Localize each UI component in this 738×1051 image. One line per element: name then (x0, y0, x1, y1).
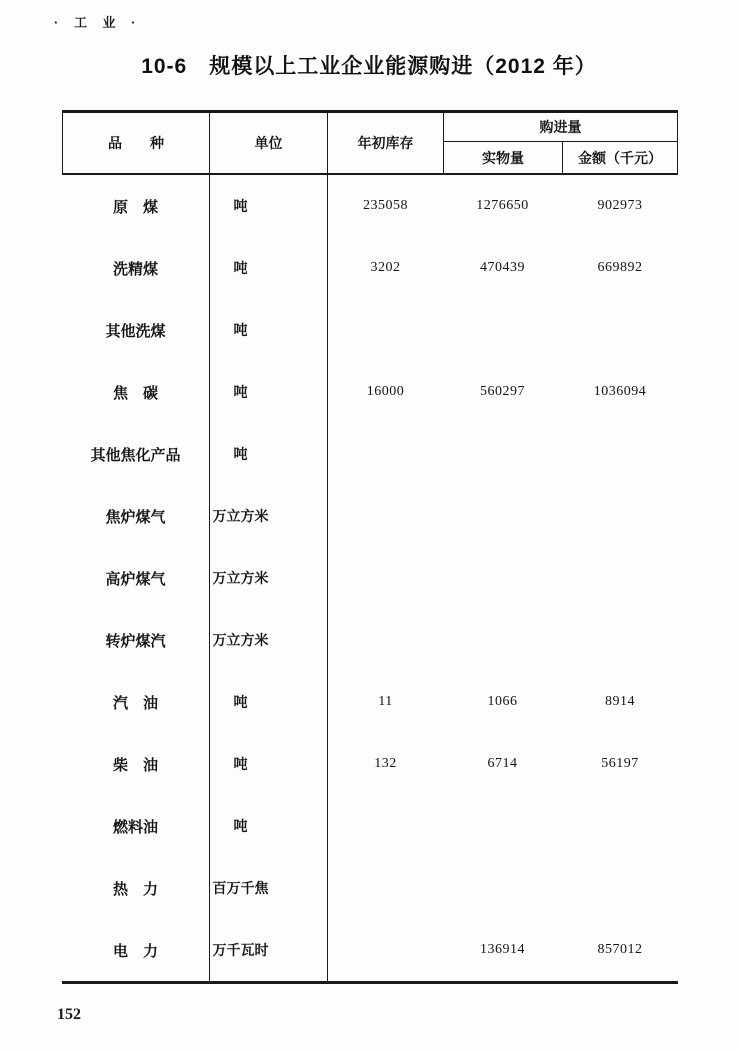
table-row (62, 609, 678, 671)
unit-cell: 百万千焦 (209, 857, 327, 919)
physical-quantity-cell (443, 299, 562, 361)
variety-cell: 高炉煤气 (105, 570, 166, 588)
beginning-stock-cell (327, 547, 443, 609)
unit-cell: 吨 (209, 237, 327, 299)
table-row (62, 733, 678, 795)
table-row (62, 361, 678, 423)
energy-purchase-table (62, 110, 678, 984)
header-beginning-stock: 年初库存 (327, 113, 443, 173)
amount-cell: 669892 (597, 260, 643, 275)
variety-cell: 原 煤 (112, 198, 158, 216)
physical-quantity-cell: 560297 (480, 384, 525, 399)
beginning-stock-cell (327, 609, 443, 671)
variety-cell: 转炉煤汽 (105, 632, 166, 650)
variety-cell: 柴 油 (112, 756, 158, 774)
physical-quantity-cell: 136914 (480, 942, 525, 957)
variety-cell: 焦 碳 (112, 384, 158, 402)
physical-quantity-cell: 1066 (487, 694, 518, 709)
header-unit: 单位 (209, 113, 327, 173)
amount-cell (562, 547, 678, 609)
amount-cell: 56197 (601, 756, 639, 771)
unit-cell: 吨 (209, 671, 327, 733)
table-row (62, 485, 678, 547)
amount-cell: 857012 (597, 942, 643, 957)
beginning-stock-cell: 132 (327, 733, 443, 795)
unit-cell: 吨 (209, 175, 327, 237)
amount-cell: 8914 (605, 694, 635, 709)
table-row (62, 795, 678, 857)
variety-cell: 汽 油 (112, 694, 158, 712)
unit-cell: 吨 (209, 361, 327, 423)
physical-quantity-cell (443, 857, 562, 919)
amount-cell (562, 485, 678, 547)
table-row (62, 547, 678, 609)
physical-quantity-cell: 470439 (480, 260, 525, 275)
table-row (62, 237, 678, 299)
physical-quantity-cell (443, 609, 562, 671)
table-row (62, 919, 678, 981)
table-row (62, 671, 678, 733)
physical-quantity-cell: 6714 (487, 756, 518, 771)
table-row (62, 299, 678, 361)
unit-cell: 吨 (209, 299, 327, 361)
beginning-stock-cell: 235058 (327, 175, 443, 237)
table-row (62, 857, 678, 919)
table-row (62, 175, 678, 237)
variety-cell: 电 力 (112, 942, 158, 960)
header-physical-quantity: 实物量 (443, 142, 562, 173)
variety-cell: 洗精煤 (112, 260, 158, 278)
amount-cell: 1036094 (593, 384, 647, 399)
table-row (62, 423, 678, 485)
amount-cell (562, 609, 678, 671)
beginning-stock-cell (327, 299, 443, 361)
physical-quantity-cell (443, 795, 562, 857)
amount-cell: 902973 (597, 198, 643, 213)
page-number: 152 (57, 1006, 81, 1023)
header-amount-thousand-yuan: 金额（千元） (562, 142, 677, 173)
physical-quantity-cell (443, 423, 562, 485)
variety-cell: 其他焦化产品 (90, 446, 181, 464)
unit-cell: 吨 (209, 423, 327, 485)
beginning-stock-cell: 16000 (327, 361, 443, 423)
beginning-stock-cell: 3202 (327, 237, 443, 299)
header-purchase-amount: 购进量 (443, 113, 677, 142)
physical-quantity-cell (443, 485, 562, 547)
page-title: 10-6 规模以上工业企业能源购进（2012 年） (141, 55, 597, 78)
table-header (62, 110, 678, 175)
amount-cell (562, 857, 678, 919)
chapter-label: · 工 业 · (54, 15, 142, 30)
unit-cell: 吨 (209, 795, 327, 857)
unit-cell: 万千瓦时 (209, 919, 327, 981)
unit-cell: 万立方米 (209, 485, 327, 547)
unit-cell: 万立方米 (209, 547, 327, 609)
beginning-stock-cell (327, 919, 443, 981)
amount-cell (562, 795, 678, 857)
header-variety: 品 种 (108, 135, 164, 151)
beginning-stock-cell (327, 485, 443, 547)
variety-cell: 焦炉煤气 (105, 508, 166, 526)
beginning-stock-cell (327, 423, 443, 485)
variety-cell: 燃料油 (112, 818, 158, 836)
variety-cell: 其他洗煤 (105, 322, 166, 340)
beginning-stock-cell (327, 795, 443, 857)
beginning-stock-cell: 11 (327, 671, 443, 733)
table-body (62, 175, 678, 984)
physical-quantity-cell: 1276650 (476, 198, 529, 213)
amount-cell (562, 423, 678, 485)
physical-quantity-cell (443, 547, 562, 609)
amount-cell (562, 299, 678, 361)
unit-cell: 万立方米 (209, 609, 327, 671)
variety-cell: 热 力 (112, 880, 158, 898)
unit-cell: 吨 (209, 733, 327, 795)
beginning-stock-cell (327, 857, 443, 919)
